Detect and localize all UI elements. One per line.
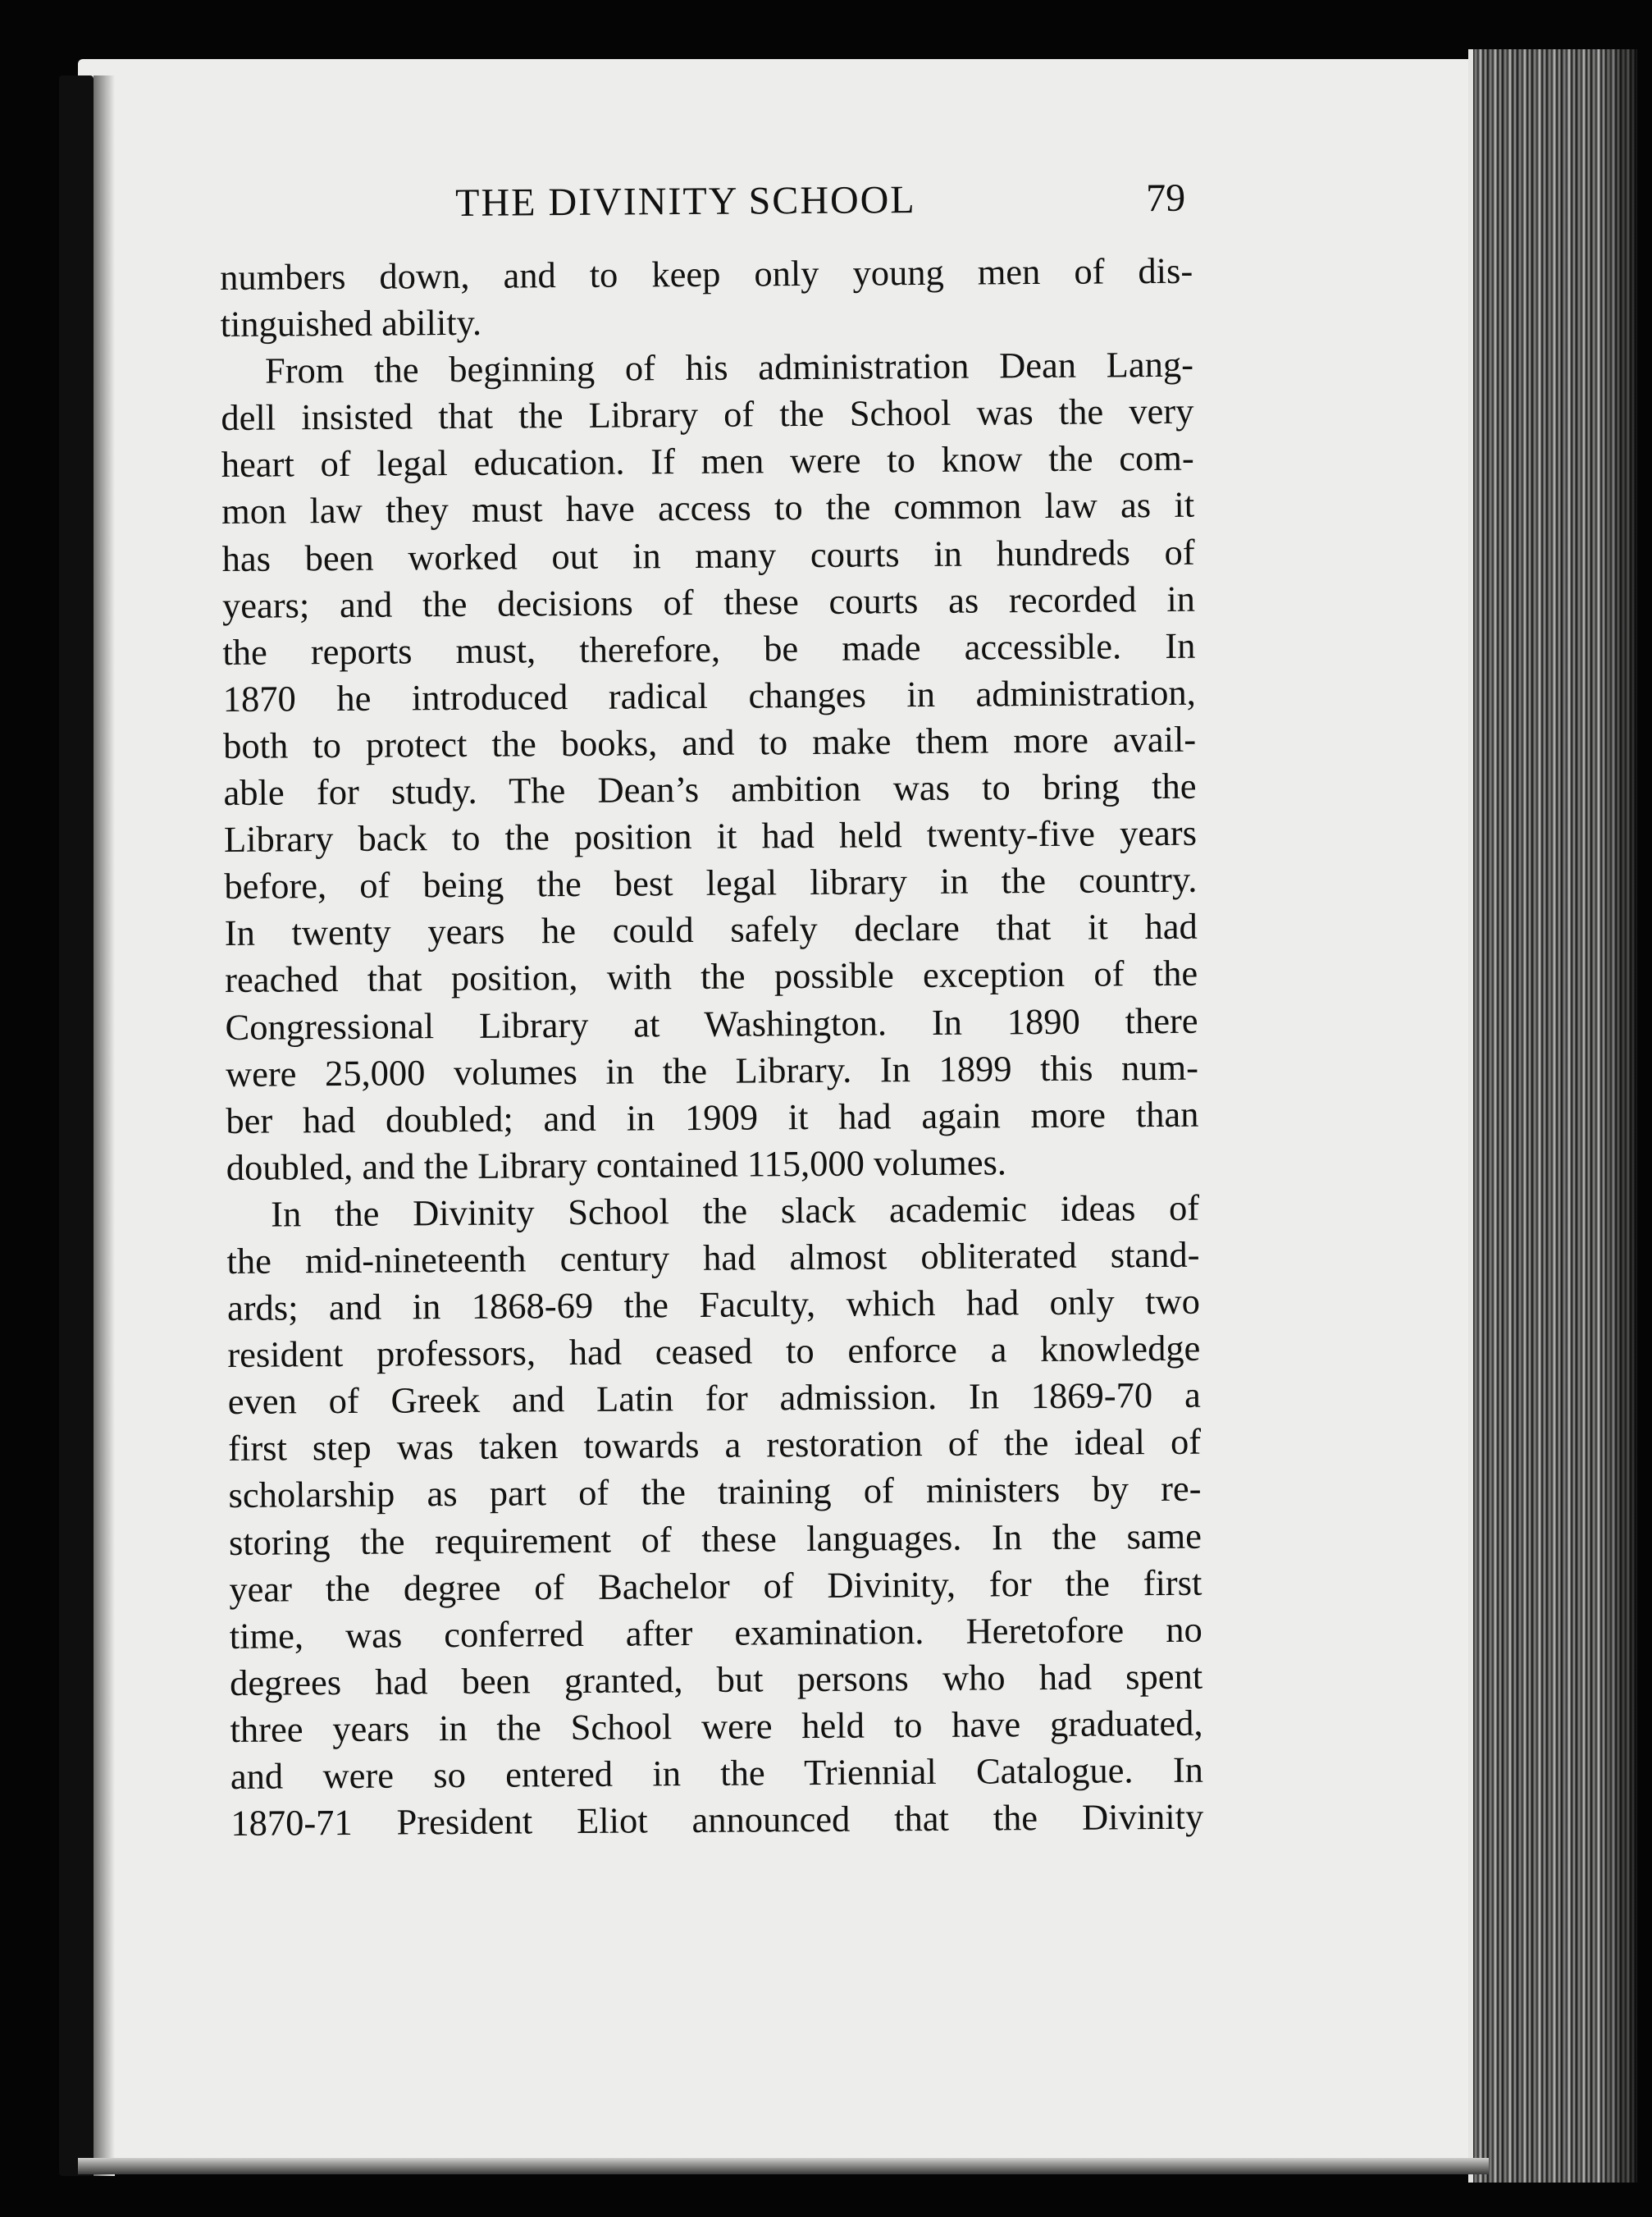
text-line: In twenty years he could safely declare that it had [224,906,1198,954]
text-line: numbers down, and to keep only young men of dis- [220,249,1193,298]
text-line: before, of being the best legal library in the country. [224,858,1198,907]
text-line: doubled, and the Library contained 115,000 volumes. [226,1141,1007,1188]
text-line: has been worked out in many courts in hundreds of [221,531,1195,579]
running-head-title: THE DIVINITY SCHOOL [454,178,916,225]
text-line: were 25,000 volumes in the Library. In 1899 this num- [225,1046,1199,1095]
text-line: degrees had been granted, but persons who had spent [229,1655,1203,1703]
book-binding [59,75,94,2176]
text-line: Library back to the position it had held twenty-five years [223,811,1198,861]
text-line: and were so entered in the Triennial Catalogue. In [230,1748,1204,1797]
text-line: ber had doubled; and in 1909 it had again more than [226,1093,1199,1141]
text-line: time, was conferred after examination. Heretofore no [229,1608,1202,1657]
text-line: three years in the School were held to have graduated, [230,1702,1203,1750]
text-line: tinguished ability. [220,301,482,345]
text-line: scholarship as part of the training of ministers by re- [228,1468,1202,1516]
text-line: heart of legal education. If men were to know the com- [221,437,1194,486]
text-line: Congressional Library at Washington. In 1890 there [225,999,1198,1048]
text-line: storing the requirement of these languages. In the same [228,1515,1202,1563]
page-stack-fade [1608,49,1652,2183]
text-line: From the beginning of his administration Dean Lang- [264,343,1194,391]
text-line: 1870 he introduced radical changes in administration, [222,671,1196,720]
text-line: even of Greek and Latin for admission. In 1869-70 a [227,1374,1201,1423]
text-line: mon law they must have access to the common law as it [221,484,1195,533]
page-bottom-edge [78,2158,1489,2174]
text-line: the reports must, therefore, be made accessible. In [222,624,1196,673]
running-head [217,176,1185,240]
text-line: first step was taken towards a restoration of the ideal of [227,1421,1202,1470]
text-line: In the Divinity School the slack academic ideas of [270,1186,1200,1235]
body-text [220,248,1204,1847]
page-number: 79 [1145,176,1186,221]
text-line: year the degree of Bachelor of Divinity, for the first [229,1561,1202,1610]
text-line: dell insisted that the Library of the School was the very [221,390,1194,439]
text-line: 1870-71 President Eliot announced that the Divinity [230,1795,1204,1844]
text-line: ards; and in 1868-69 the Faculty, which had only two [226,1280,1201,1329]
text-line: both to protect the books, and to make them more avail- [223,718,1197,766]
text-line: years; and the decisions of these courts as recorded in [221,578,1196,626]
text-line: able for study. The Dean’s ambition was to bring the [223,765,1197,814]
text-line: reached that position, with the possible exception of the [224,953,1198,1001]
text-line: resident professors, had ceased to enforce a knowledge [227,1327,1201,1376]
gutter-shadow [94,75,115,2176]
text-line: the mid-nineteenth century had almost obliterated stand- [226,1233,1200,1282]
